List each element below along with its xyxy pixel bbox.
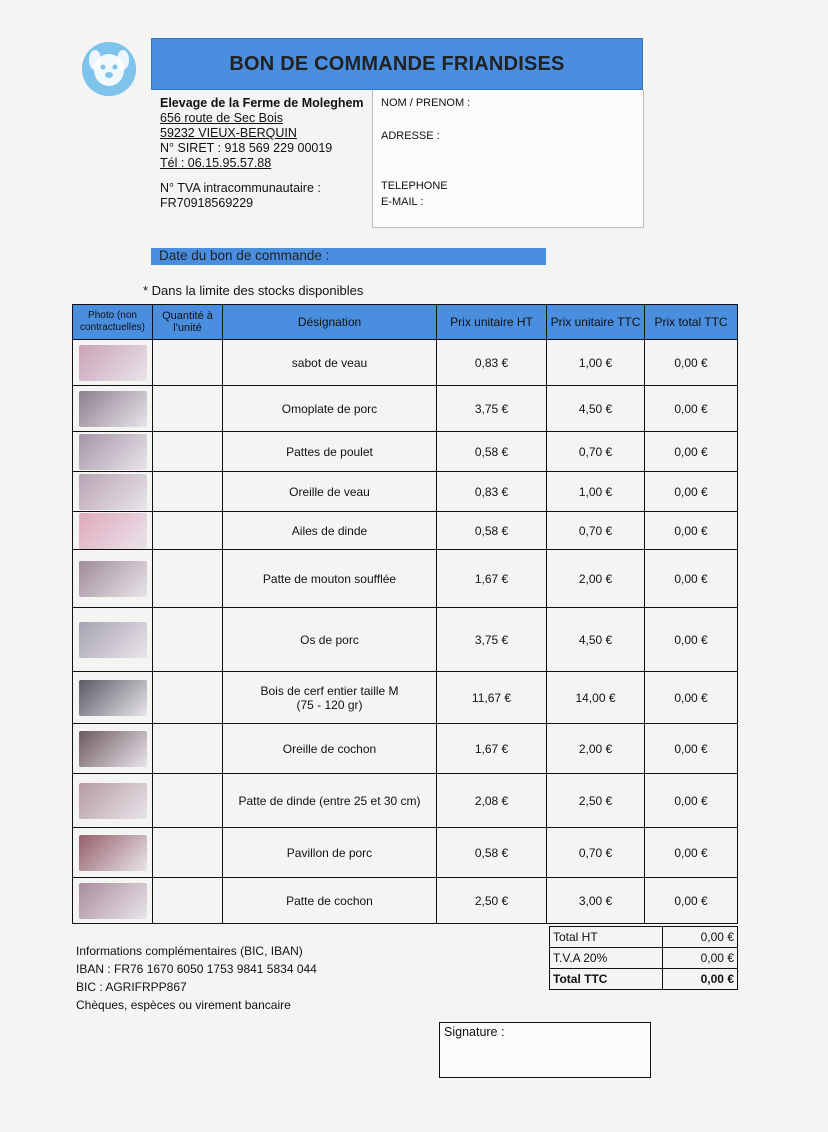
unit-price-ht-cell: 1,67 € <box>437 724 547 774</box>
total-ttc-cell: 0,00 € <box>645 340 738 386</box>
total-ttc-cell: 0,00 € <box>645 672 738 724</box>
product-photo <box>79 680 147 716</box>
designation-text: Patte de dinde (entre 25 et 30 cm) <box>238 793 421 808</box>
company-tva-number: FR70918569229 <box>160 196 254 210</box>
designation-text-2: (75 - 120 gr) <box>296 697 363 712</box>
table-row <box>73 472 738 512</box>
tva-row <box>550 948 738 969</box>
unit-price-ht-cell: 3,75 € <box>437 386 547 432</box>
product-photo-cell <box>73 828 153 878</box>
company-siret: N° SIRET : 918 569 229 00019 <box>160 141 333 155</box>
unit-price-ttc-cell: 4,50 € <box>547 608 645 672</box>
header-unit-price-ttc: Prix unitaire TTC <box>547 305 645 340</box>
designation-text: Omoplate de porc <box>281 401 378 416</box>
unit-price-ttc-cell: 1,00 € <box>547 472 645 512</box>
total-ttc-cell: 0,00 € <box>645 472 738 512</box>
designation-text: Bois de cerf entier taille M <box>260 683 399 698</box>
table-row <box>73 550 738 608</box>
total-ttc-cell: 0,00 € <box>645 878 738 924</box>
total-ttc-label: Total TTC <box>550 969 663 990</box>
quantity-cell[interactable] <box>153 340 223 386</box>
unit-price-ttc-cell: 2,00 € <box>547 724 645 774</box>
header-total-ttc: Prix total TTC <box>645 305 738 340</box>
designation-text: Pavillon de porc <box>286 845 373 860</box>
unit-price-ttc-cell: 0,70 € <box>547 512 645 550</box>
unit-price-ttc-cell: 2,00 € <box>547 550 645 608</box>
header-unit-price-ht: Prix unitaire HT <box>437 305 547 340</box>
total-ttc-row <box>550 969 738 990</box>
unit-price-ttc-cell: 4,50 € <box>547 386 645 432</box>
quantity-cell[interactable] <box>153 432 223 472</box>
payment-methods: Chèques, espèces ou virement bancaire <box>76 998 291 1012</box>
product-photo <box>79 622 147 658</box>
table-row <box>73 672 738 724</box>
table-header-row <box>73 305 738 340</box>
quantity-cell[interactable] <box>153 512 223 550</box>
total-ht-row <box>550 927 738 948</box>
designation-text: sabot de veau <box>291 355 368 370</box>
total-ttc-cell: 0,00 € <box>645 724 738 774</box>
product-photo-cell <box>73 878 153 924</box>
table-row <box>73 608 738 672</box>
designation-cell <box>223 724 437 774</box>
unit-price-ttc-cell: 3,00 € <box>547 878 645 924</box>
unit-price-ht-cell: 11,67 € <box>437 672 547 724</box>
stock-note: * Dans la limite des stocks disponibles <box>143 283 364 298</box>
unit-price-ht-cell: 0,83 € <box>437 472 547 512</box>
product-photo <box>79 883 147 919</box>
unit-price-ht-cell: 2,50 € <box>437 878 547 924</box>
total-ttc-value: 0,00 € <box>663 969 738 990</box>
product-photo-cell <box>73 472 153 512</box>
header-photo: Photo (non contractuelles) <box>73 305 153 340</box>
designation-cell <box>223 550 437 608</box>
quantity-cell[interactable] <box>153 878 223 924</box>
product-photo <box>79 345 147 381</box>
product-photo <box>79 731 147 767</box>
designation-cell <box>223 512 437 550</box>
designation-text: Ailes de dinde <box>291 523 368 538</box>
dog-face-logo-icon <box>82 42 136 96</box>
unit-price-ht-cell: 1,67 € <box>437 550 547 608</box>
total-ht-label: Total HT <box>550 927 663 948</box>
designation-cell <box>223 608 437 672</box>
quantity-cell[interactable] <box>153 774 223 828</box>
tva-value: 0,00 € <box>663 948 738 969</box>
unit-price-ttc-cell: 0,70 € <box>547 432 645 472</box>
items-table <box>72 304 738 924</box>
table-row <box>73 512 738 550</box>
signature-label: Signature : <box>444 1025 505 1039</box>
total-ttc-cell: 0,00 € <box>645 432 738 472</box>
product-photo-cell <box>73 386 153 432</box>
customer-email-field[interactable]: E-MAIL : <box>381 196 424 208</box>
customer-name-field[interactable]: NOM / PRENOM : <box>381 97 471 109</box>
table-row <box>73 878 738 924</box>
product-photo-cell <box>73 550 153 608</box>
product-photo <box>79 474 147 510</box>
product-photo <box>79 561 147 597</box>
unit-price-ht-cell: 0,58 € <box>437 432 547 472</box>
quantity-cell[interactable] <box>153 724 223 774</box>
product-photo <box>79 513 147 549</box>
tva-label: T.V.A 20% <box>550 948 663 969</box>
designation-text: Pattes de poulet <box>286 444 373 459</box>
header-quantity: Quantité à l'unité <box>153 305 223 340</box>
company-name: Elevage de la Ferme de Moleghem <box>160 96 364 110</box>
designation-cell <box>223 672 437 724</box>
unit-price-ttc-cell: 0,70 € <box>547 828 645 878</box>
designation-text: Patte de mouton soufflée <box>262 571 397 586</box>
product-photo-cell <box>73 724 153 774</box>
header-designation: Désignation <box>223 305 437 340</box>
company-info <box>160 96 370 211</box>
product-photo <box>79 783 147 819</box>
page-title: BON DE COMMANDE FRIANDISES <box>229 52 565 75</box>
company-address-line1: 656 route de Sec Bois <box>160 111 283 125</box>
quantity-cell[interactable] <box>153 472 223 512</box>
unit-price-ttc-cell: 14,00 € <box>547 672 645 724</box>
total-ttc-cell: 0,00 € <box>645 386 738 432</box>
product-photo <box>79 835 147 871</box>
total-ttc-cell: 0,00 € <box>645 828 738 878</box>
total-ttc-cell: 0,00 € <box>645 550 738 608</box>
total-ttc-cell: 0,00 € <box>645 608 738 672</box>
designation-text: Oreille de cochon <box>282 741 377 756</box>
product-photo <box>79 391 147 427</box>
product-photo-cell <box>73 340 153 386</box>
quantity-cell[interactable] <box>153 672 223 724</box>
designation-cell <box>223 432 437 472</box>
designation-cell <box>223 386 437 432</box>
unit-price-ht-cell: 0,58 € <box>437 512 547 550</box>
customer-address-field[interactable]: ADRESSE : <box>381 130 440 142</box>
table-row <box>73 724 738 774</box>
table-row <box>73 432 738 472</box>
unit-price-ht-cell: 3,75 € <box>437 608 547 672</box>
totals-table <box>549 926 738 990</box>
table-row <box>73 774 738 828</box>
product-photo-cell <box>73 432 153 472</box>
unit-price-ttc-cell: 2,50 € <box>547 774 645 828</box>
total-ht-value: 0,00 € <box>663 927 738 948</box>
payment-line-1: Informations complémentaires (BIC, IBAN) <box>76 944 303 958</box>
company-tva-label: N° TVA intracommunautaire : <box>160 181 321 195</box>
company-phone: Tél : 06.15.95.57.88 <box>160 156 272 170</box>
order-date-label[interactable]: Date du bon de commande : <box>159 248 330 263</box>
designation-text: Oreille de veau <box>289 484 370 499</box>
designation-cell <box>223 828 437 878</box>
designation-cell <box>223 472 437 512</box>
quantity-cell[interactable] <box>153 550 223 608</box>
payment-bic: BIC : AGRIFRPP867 <box>76 980 187 994</box>
table-row <box>73 386 738 432</box>
total-ttc-cell: 0,00 € <box>645 512 738 550</box>
signature-box[interactable] <box>439 1022 651 1078</box>
quantity-cell[interactable] <box>153 386 223 432</box>
unit-price-ttc-cell: 1,00 € <box>547 340 645 386</box>
designation-cell <box>223 340 437 386</box>
product-photo-cell <box>73 608 153 672</box>
product-photo-cell <box>73 774 153 828</box>
table-row <box>73 828 738 878</box>
table-row <box>73 340 738 386</box>
order-date-bar <box>151 248 546 265</box>
designation-cell <box>223 878 437 924</box>
customer-box <box>372 90 644 228</box>
product-photo-cell <box>73 512 153 550</box>
company-address-line2: 59232 VIEUX-BERQUIN <box>160 126 297 140</box>
total-ttc-cell: 0,00 € <box>645 774 738 828</box>
payment-info <box>76 942 317 1014</box>
customer-phone-field[interactable]: TELEPHONE <box>381 180 448 192</box>
quantity-cell[interactable] <box>153 608 223 672</box>
unit-price-ht-cell: 0,58 € <box>437 828 547 878</box>
product-photo-cell <box>73 672 153 724</box>
designation-text: Os de porc <box>300 632 359 647</box>
unit-price-ht-cell: 0,83 € <box>437 340 547 386</box>
payment-iban: IBAN : FR76 1670 6050 1753 9841 5834 044 <box>76 962 317 976</box>
designation-text: Patte de cochon <box>286 893 373 908</box>
unit-price-ht-cell: 2,08 € <box>437 774 547 828</box>
title-banner <box>151 38 643 90</box>
quantity-cell[interactable] <box>153 828 223 878</box>
product-photo <box>79 434 147 470</box>
designation-cell <box>223 774 437 828</box>
